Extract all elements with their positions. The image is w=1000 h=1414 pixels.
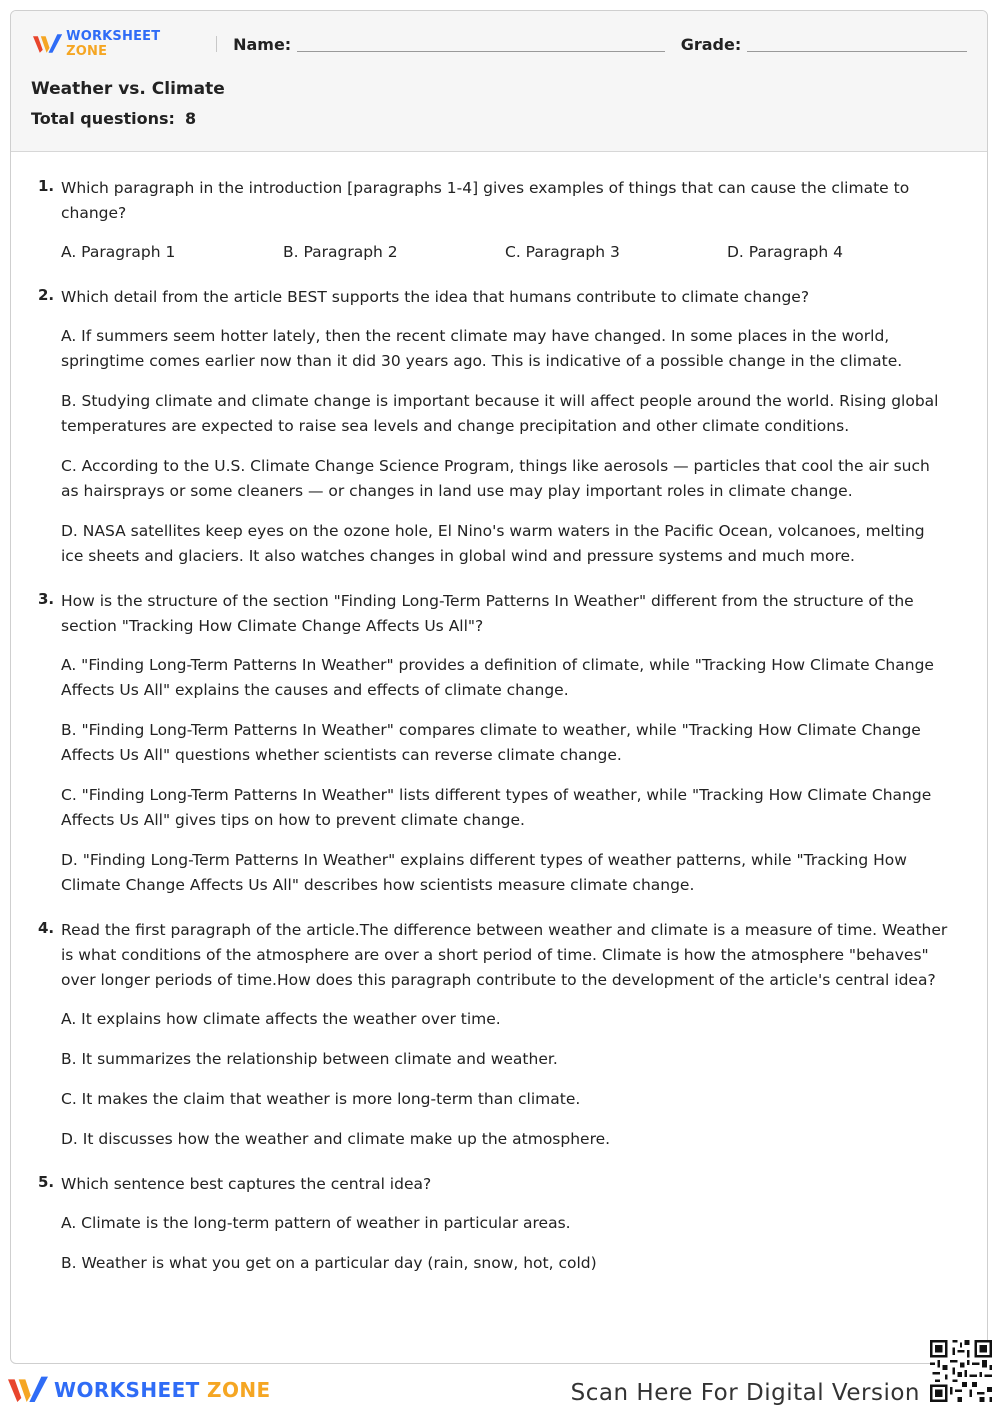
brand-logo [33,29,202,59]
answer-option[interactable]: B. Studying climate and climate change is important because it will affect people around the world. Rising global temperatures are expected to raise sea levels and change precipitation and other climate conditions. [61,392,939,435]
answer-option[interactable]: A. "Finding Long-Term Patterns In Weather" provides a definition of climate, while "Tracking How Climate Change Affects Us All" explains the causes and effects of climate change. [61,656,934,699]
brand-mark-icon [8,1376,48,1404]
scan-caption: Scan Here For Digital Version [570,1380,920,1406]
answer-option[interactable]: D. "Finding Long-Term Patterns In Weather" explains different types of weather patterns, while "Tracking How Climate Change Affects Us All" describes how scientists measure climate change. [61,851,907,894]
question-1 [31,176,951,265]
total-questions-label: Total questions: [31,109,175,128]
answer-option[interactable]: D. It discusses how the weather and climate make up the atmosphere. [61,1130,611,1148]
worksheet-header [11,11,987,152]
question-number: 1. [38,177,55,195]
question-number: 3. [38,590,55,608]
brand-mark-icon [33,34,62,54]
total-questions-value: 8 [184,109,197,128]
question-3 [31,589,951,898]
header-row [33,29,967,59]
answer-option[interactable]: C. According to the U.S. Climate Change Science Program, things like aerosols — particles that cool the air such as hairsprays or some cleaners — or changes in land use may play important roles in climate change. [61,457,930,500]
answer-option[interactable]: B. "Finding Long-Term Patterns In Weather" compares climate to weather, while "Tracking How Climate Change Affects Us All" questions whether scientists can reverse climate change. [61,721,921,764]
answer-option[interactable]: D. Paragraph 4 [727,243,843,261]
answer-option[interactable]: D. NASA satellites keep eyes on the ozone hole, El Nino's warm waters in the Pacific Ocean, volcanoes, melting ice sheets and glaciers. It also watches changes in global wind and pressure systems and much more. [61,522,925,565]
answer-option[interactable]: A. It explains how climate affects the weather over time. [61,1010,501,1028]
name-label: Name: [233,34,292,54]
question-list [31,176,951,1296]
question-number: 5. [38,1173,55,1191]
answer-option[interactable]: A. If summers seem hotter lately, then the recent climate may have changed. In some places in the world, springtime comes earlier now than it did 30 years ago. This is indicative of a possible change in the climate. [61,327,903,370]
worksheet-page [10,10,988,1364]
brand-word-1: WORKSHEET [66,29,161,44]
question-text: Which detail from the article BEST supports the idea that humans contribute to climate change? [61,288,810,306]
name-field[interactable] [297,37,665,52]
answer-options [61,240,951,265]
question-text: Which paragraph in the introduction [paragraphs 1-4] gives examples of things that can cause the climate to change? [61,179,910,222]
question-number: 2. [38,286,55,304]
grade-label: Grade: [680,34,742,54]
question-text: How is the structure of the section "Finding Long-Term Patterns In Weather" different from the structure of the section "Tracking How Climate Change Affects Us All"? [61,592,914,635]
answer-option[interactable]: C. It makes the claim that weather is more long-term than climate. [61,1090,581,1108]
brand-word-1: WORKSHEET [54,1378,200,1402]
question-text: Read the first paragraph of the article.The difference between weather and climate is a measure of time. Weather is what conditions of the atmosphere are over a short period of time. Climate is how the atmosphere "behaves" over longer periods of time.How does this paragraph contribute to the development of the article's central idea? [61,921,948,989]
answer-option[interactable]: B. Weather is what you get on a particular day (rain, snow, hot, cold) [61,1254,597,1272]
question-text: Which sentence best captures the central idea? [61,1175,432,1193]
header-divider [216,36,217,52]
grade-field[interactable] [747,37,967,52]
question-5 [31,1172,951,1276]
answer-option[interactable]: B. It summarizes the relationship between climate and weather. [61,1050,558,1068]
answer-option[interactable]: A. Climate is the long-term pattern of weather in particular areas. [61,1214,571,1232]
answer-option[interactable]: B. Paragraph 2 [283,243,398,261]
total-questions [31,109,196,128]
page-footer [0,1366,1000,1414]
brand-word-2: ZONE [66,44,108,59]
answer-option[interactable]: C. Paragraph 3 [505,243,620,261]
footer-logo [8,1376,271,1404]
answer-option[interactable]: C. "Finding Long-Term Patterns In Weather" lists different types of weather, while "Tracking How Climate Change Affects Us All" gives tips on how to prevent climate change. [61,786,932,829]
qr-code-icon[interactable] [930,1340,992,1402]
question-2 [31,285,951,569]
brand-wordmark [66,29,202,59]
worksheet-title: Weather vs. Climate [31,79,225,99]
footer-wordmark [54,1378,271,1402]
question-number: 4. [38,919,55,937]
question-4 [31,918,951,1152]
answer-option[interactable]: A. Paragraph 1 [61,243,176,261]
brand-word-2: ZONE [207,1378,271,1402]
